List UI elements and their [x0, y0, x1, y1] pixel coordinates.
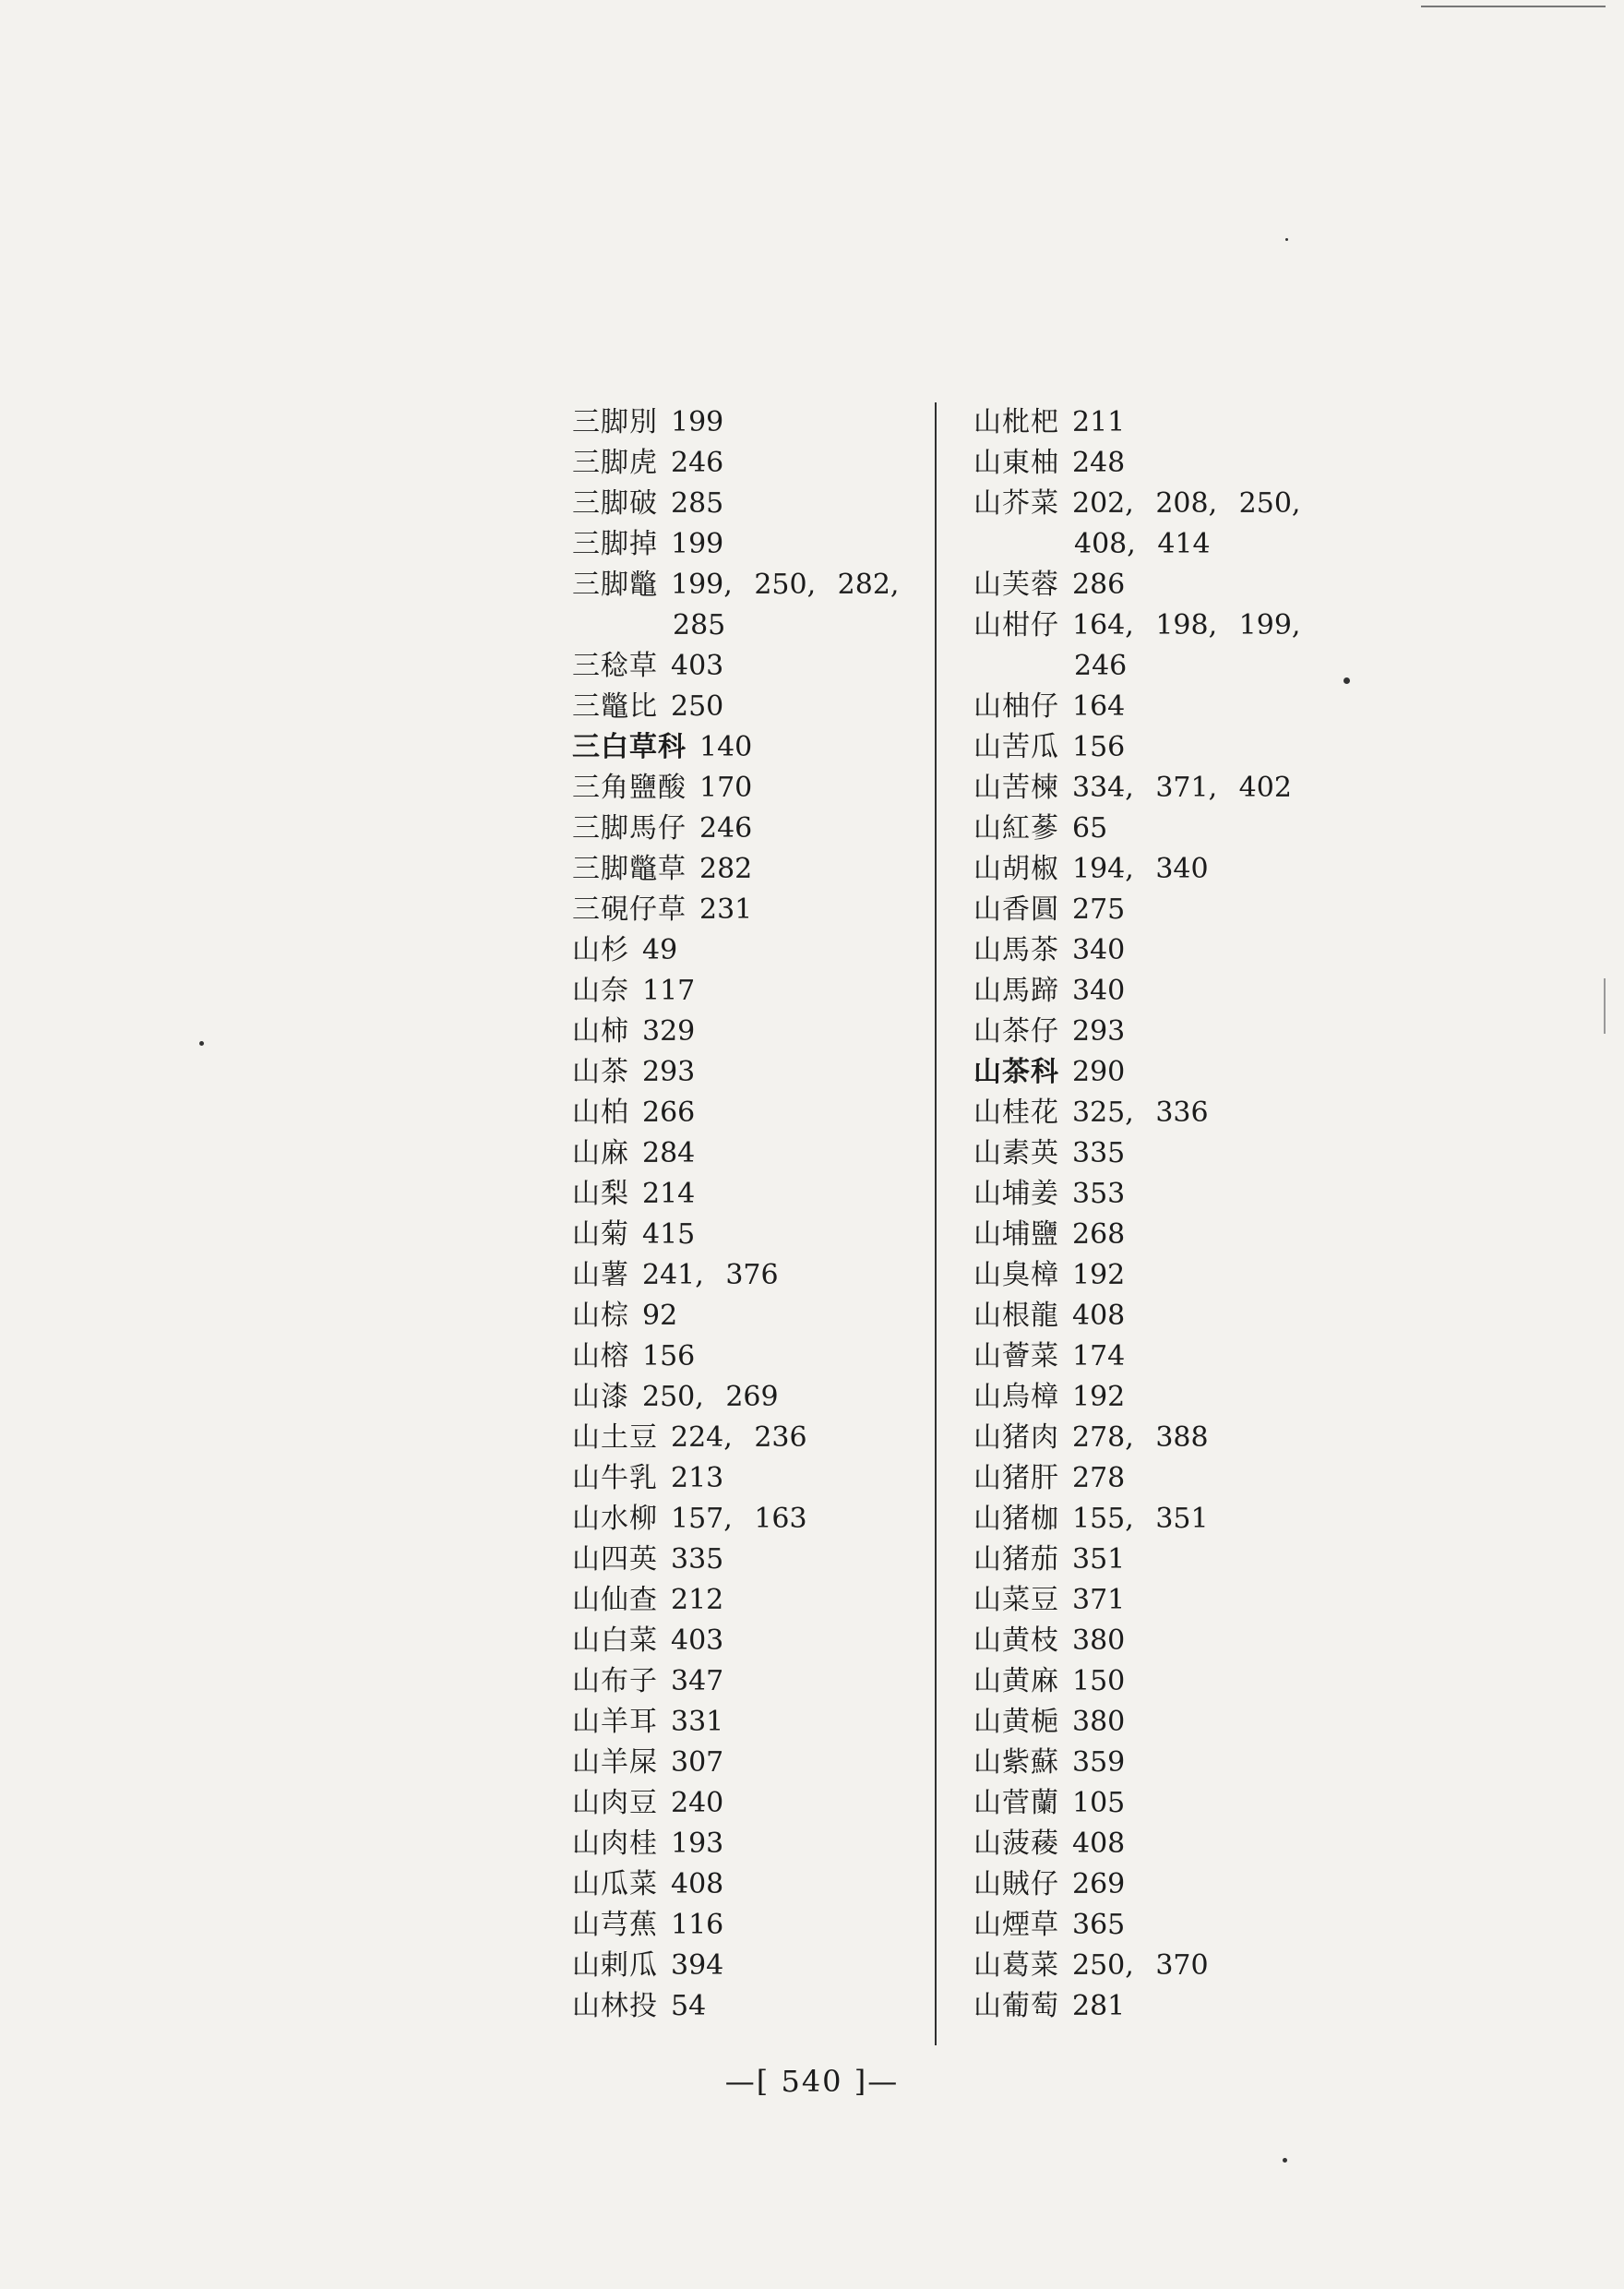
- index-entry: [973, 1174, 1324, 1215]
- index-term: 三脚別: [572, 406, 658, 438]
- index-entry: [572, 890, 904, 930]
- scan-edge-line-top-right: [1421, 6, 1606, 7]
- index-page-refs: 248: [1072, 447, 1126, 479]
- index-entry: [572, 1946, 904, 1986]
- index-page-refs: 49: [642, 934, 678, 966]
- index-term: 山棕: [572, 1300, 629, 1332]
- index-page-refs: 250, 269: [642, 1381, 779, 1413]
- index-term: 山柿: [572, 1015, 629, 1048]
- index-term: 山奈: [572, 975, 629, 1007]
- index-entry: [973, 1986, 1324, 2027]
- index-entry: [973, 1580, 1324, 1621]
- index-page-refs: 250, 370: [1072, 1949, 1209, 1982]
- index-term: 山杉: [572, 934, 629, 966]
- index-term: 山菜豆: [973, 1584, 1059, 1616]
- index-page-refs: 164: [1072, 690, 1126, 723]
- index-page-refs: 278, 388: [1072, 1421, 1209, 1454]
- index-term: 三脚馬仔: [572, 812, 687, 845]
- index-page-refs: 335: [1072, 1137, 1126, 1169]
- index-entry: [973, 1052, 1324, 1093]
- index-term: 山苦楝: [973, 772, 1059, 804]
- index-term: 山芙蓉: [973, 569, 1059, 601]
- index-page-refs: 380: [1072, 1624, 1126, 1657]
- index-term: 山馬茶: [973, 934, 1059, 966]
- index-entry: [572, 1255, 904, 1296]
- index-term: 山水柳: [572, 1503, 658, 1535]
- index-term: 山黄枝: [973, 1624, 1059, 1657]
- index-page-refs: 157, 163: [671, 1503, 807, 1535]
- index-term: 山素英: [973, 1137, 1059, 1169]
- index-term: 山芎蕉: [572, 1909, 658, 1941]
- index-term: 山胡椒: [973, 853, 1059, 885]
- index-entry: [973, 402, 1324, 443]
- index-entry: [572, 565, 904, 605]
- index-entry: [572, 1621, 904, 1661]
- index-page-refs: 278: [1072, 1462, 1126, 1494]
- scan-speck: [1285, 238, 1288, 241]
- index-page-refs: 156: [1072, 731, 1126, 763]
- index-page-refs: 351: [1072, 1543, 1126, 1576]
- index-page-refs: 284: [642, 1137, 696, 1169]
- index-term: 山菅蘭: [973, 1787, 1059, 1819]
- index-term: 三脚虎: [572, 447, 658, 479]
- index-column-left: [572, 402, 904, 2027]
- index-term: 山烏樟: [973, 1381, 1059, 1413]
- index-page-refs: 394: [671, 1949, 724, 1982]
- index-page-refs: 194, 340: [1072, 853, 1209, 885]
- index-page-refs: 199: [671, 406, 724, 438]
- index-entry: [572, 524, 904, 565]
- index-term: 山白菜: [572, 1624, 658, 1657]
- index-page-refs: 231: [699, 893, 753, 926]
- index-term: 山麻: [572, 1137, 629, 1169]
- index-page-refs: 325, 336: [1072, 1097, 1209, 1129]
- index-entry: [973, 1864, 1324, 1905]
- index-page-refs: 214: [642, 1178, 696, 1210]
- index-term: 山埔鹽: [973, 1218, 1059, 1251]
- index-entry: [973, 1540, 1324, 1580]
- index-entry: [973, 1783, 1324, 1824]
- index-page-refs: 403: [671, 1624, 724, 1657]
- index-term: 山林投: [572, 1990, 658, 2022]
- index-entry: [973, 443, 1324, 484]
- index-term: 三白草科: [572, 731, 687, 763]
- index-entry: [572, 646, 904, 687]
- index-term: 山葡萄: [973, 1990, 1059, 2022]
- index-term: 三脚破: [572, 487, 658, 520]
- index-entry: [973, 484, 1324, 524]
- index-term: 山埔姜: [973, 1178, 1059, 1210]
- index-entry: [973, 1215, 1324, 1255]
- index-page-refs: 365: [1072, 1909, 1126, 1941]
- index-term: 三角鹽酸: [572, 772, 687, 804]
- index-entry: [572, 971, 904, 1012]
- index-entry: [572, 930, 904, 971]
- index-term: 山布子: [572, 1665, 658, 1697]
- page-number: —[ 540 ]—: [724, 2064, 900, 2099]
- index-entry: [572, 1174, 904, 1215]
- index-entry: [572, 1743, 904, 1783]
- index-term: 山猪肉: [973, 1421, 1059, 1454]
- index-entry-continuation: [572, 605, 904, 646]
- index-term: 山葛菜: [973, 1949, 1059, 1982]
- index-entry: [572, 1986, 904, 2027]
- index-page-refs: 269: [1072, 1868, 1126, 1900]
- index-term: 三脚掉: [572, 528, 658, 560]
- index-entry: [572, 1458, 904, 1499]
- scan-speck: [199, 1041, 204, 1046]
- index-page-refs: 415: [642, 1218, 696, 1251]
- index-entry: [973, 1093, 1324, 1133]
- index-entry: [572, 1336, 904, 1377]
- index-entry: [973, 1824, 1324, 1864]
- index-entry: [973, 1255, 1324, 1296]
- index-term: 山茶仔: [973, 1015, 1059, 1048]
- index-page-refs: 266: [642, 1097, 696, 1129]
- index-term: 山芥菜: [973, 487, 1059, 520]
- index-page-refs: 250: [671, 690, 724, 723]
- index-entry: [572, 1296, 904, 1336]
- index-entry: [973, 1418, 1324, 1458]
- index-entry: [572, 809, 904, 849]
- index-entry-continuation: [973, 646, 1324, 687]
- index-entry: [973, 565, 1324, 605]
- index-entry: [572, 1661, 904, 1702]
- column-divider: [935, 402, 937, 2045]
- index-page-refs: 65: [1072, 812, 1108, 845]
- index-page-refs: 380: [1072, 1706, 1126, 1738]
- index-term: 山土豆: [572, 1421, 658, 1454]
- index-entry: [973, 1133, 1324, 1174]
- index-entry: [973, 971, 1324, 1012]
- index-entry: [973, 1377, 1324, 1418]
- index-page-refs: 246: [699, 812, 753, 845]
- index-term: 山四英: [572, 1543, 658, 1576]
- index-term: 山東柚: [973, 447, 1059, 479]
- index-term: 山臭樟: [973, 1259, 1059, 1291]
- index-page-refs: 285: [673, 609, 726, 641]
- index-term: 山猪枷: [973, 1503, 1059, 1535]
- index-entry: [973, 605, 1324, 646]
- index-term: 山瓜菜: [572, 1868, 658, 1900]
- index-term: 山羊屎: [572, 1746, 658, 1779]
- index-term: 山梨: [572, 1178, 629, 1210]
- index-page-refs: 211: [1072, 406, 1126, 438]
- index-term: 三硯仔草: [572, 893, 687, 926]
- index-term: 山菠薐: [973, 1828, 1059, 1860]
- index-entry-continuation: [973, 524, 1324, 565]
- scan-speck: [1343, 677, 1350, 684]
- index-term: 山茶: [572, 1056, 629, 1088]
- index-page-refs: 340: [1072, 975, 1126, 1007]
- index-term: 山煙草: [973, 1909, 1059, 1941]
- index-page-refs: 170: [699, 772, 753, 804]
- index-term: 三脚鼈草: [572, 853, 687, 885]
- index-page-refs: 156: [642, 1340, 696, 1372]
- index-entry: [973, 1336, 1324, 1377]
- index-page-refs: 335: [671, 1543, 724, 1576]
- index-entry: [572, 1215, 904, 1255]
- index-page-refs: 174: [1072, 1340, 1126, 1372]
- index-entry: [973, 1499, 1324, 1540]
- index-entry: [973, 1621, 1324, 1661]
- index-term: 山紫蘇: [973, 1746, 1059, 1779]
- index-term: 山薈菜: [973, 1340, 1059, 1372]
- index-term: 山仙查: [572, 1584, 658, 1616]
- index-page-refs: 408: [1072, 1300, 1126, 1332]
- index-page-refs: 347: [671, 1665, 724, 1697]
- index-term: 山黄梔: [973, 1706, 1059, 1738]
- index-term: 山柏: [572, 1097, 629, 1129]
- index-entry: [572, 443, 904, 484]
- index-page-refs: 92: [642, 1300, 678, 1332]
- index-entry: [572, 1864, 904, 1905]
- index-page-refs: 281: [1072, 1990, 1126, 2022]
- index-term: 山茶科: [973, 1056, 1059, 1088]
- index-entry: [572, 768, 904, 809]
- index-term: 山賊仔: [973, 1868, 1059, 1900]
- index-page-refs: 240: [671, 1787, 724, 1819]
- index-term: 三稔草: [572, 650, 658, 682]
- index-term: 三脚鼈: [572, 569, 658, 601]
- index-page-refs: 212: [671, 1584, 724, 1616]
- index-term: 山羊耳: [572, 1706, 658, 1738]
- index-term: 山漆: [572, 1381, 629, 1413]
- scan-speck: [1283, 2158, 1287, 2163]
- index-term: 山菊: [572, 1218, 629, 1251]
- index-entry: [572, 1580, 904, 1621]
- index-entry: [973, 1012, 1324, 1052]
- index-entry: [572, 849, 904, 890]
- index-page-refs: 213: [671, 1462, 724, 1494]
- index-page-refs: 192: [1072, 1259, 1126, 1291]
- index-entry: [973, 727, 1324, 768]
- index-page-refs: 155, 351: [1072, 1503, 1209, 1535]
- index-term: 山根龍: [973, 1300, 1059, 1332]
- index-entry: [572, 1783, 904, 1824]
- index-term: 山猪茄: [973, 1543, 1059, 1576]
- index-term: 山肉桂: [572, 1828, 658, 1860]
- index-page-refs: 199: [671, 528, 724, 560]
- index-page-refs: 268: [1072, 1218, 1126, 1251]
- index-page-refs: 193: [671, 1828, 724, 1860]
- index-page-refs: 275: [1072, 893, 1126, 926]
- index-entry: [973, 1296, 1324, 1336]
- index-entry: [973, 809, 1324, 849]
- index-entry: [973, 1702, 1324, 1743]
- index-entry: [572, 1540, 904, 1580]
- index-page-refs: 408, 414: [1074, 528, 1211, 560]
- index-entry: [973, 1905, 1324, 1946]
- index-entry: [572, 1093, 904, 1133]
- index-term: 山馬蹄: [973, 975, 1059, 1007]
- index-page-refs: 117: [642, 975, 696, 1007]
- index-term: 山枇杷: [973, 406, 1059, 438]
- index-page-refs: 340: [1072, 934, 1126, 966]
- index-entry: [572, 1702, 904, 1743]
- index-page-refs: 307: [671, 1746, 724, 1779]
- index-entry: [572, 1824, 904, 1864]
- index-term: 山苦瓜: [973, 731, 1059, 763]
- index-entry: [973, 930, 1324, 971]
- index-page-refs: 329: [642, 1015, 696, 1048]
- index-entry: [572, 484, 904, 524]
- index-term: 山剌瓜: [572, 1949, 658, 1982]
- index-entry: [973, 1661, 1324, 1702]
- index-entry: [572, 1418, 904, 1458]
- index-page-refs: 116: [671, 1909, 724, 1941]
- index-term: 山香圓: [973, 893, 1059, 926]
- index-entry: [572, 1052, 904, 1093]
- index-page-refs: 282: [699, 853, 753, 885]
- index-term: 山柑仔: [973, 609, 1059, 641]
- index-page-refs: 202, 208, 250,: [1072, 487, 1301, 520]
- index-term: 山猪肝: [973, 1462, 1059, 1494]
- index-term: 山紅蔘: [973, 812, 1059, 845]
- index-entry: [973, 768, 1324, 809]
- index-page-refs: 192: [1072, 1381, 1126, 1413]
- index-page-refs: 105: [1072, 1787, 1126, 1819]
- index-page-refs: 371: [1072, 1584, 1126, 1616]
- index-term: 山榕: [572, 1340, 629, 1372]
- index-entry: [973, 1743, 1324, 1783]
- index-term: 山薯: [572, 1259, 629, 1291]
- index-term: 山柚仔: [973, 690, 1059, 723]
- index-page-refs: 246: [1074, 650, 1128, 682]
- index-entry: [572, 1133, 904, 1174]
- index-entry: [973, 1946, 1324, 1986]
- index-entry: [572, 687, 904, 727]
- index-page-refs: 199, 250, 282,: [671, 569, 900, 601]
- index-entry: [572, 1905, 904, 1946]
- index-page-refs: 353: [1072, 1178, 1126, 1210]
- index-entry: [973, 687, 1324, 727]
- index-page-refs: 334, 371, 402: [1072, 772, 1292, 804]
- index-page-refs: 408: [671, 1868, 724, 1900]
- index-page-refs: 285: [671, 487, 724, 520]
- index-page-refs: 293: [1072, 1015, 1126, 1048]
- index-entry: [572, 1012, 904, 1052]
- index-term: 山黄麻: [973, 1665, 1059, 1697]
- index-page-refs: 408: [1072, 1828, 1126, 1860]
- index-page-refs: 286: [1072, 569, 1126, 601]
- index-entry: [572, 1499, 904, 1540]
- index-page-refs: 246: [671, 447, 724, 479]
- index-column-right: [973, 402, 1324, 2027]
- index-page-refs: 403: [671, 650, 724, 682]
- index-entry: [572, 1377, 904, 1418]
- index-term: 三鼈比: [572, 690, 658, 723]
- index-page-refs: 290: [1072, 1056, 1126, 1088]
- index-page-refs: 331: [671, 1706, 724, 1738]
- index-entry: [973, 890, 1324, 930]
- index-term: 山牛乳: [572, 1462, 658, 1494]
- scan-edge-line-right: [1604, 978, 1606, 1034]
- index-term: 山桂花: [973, 1097, 1059, 1129]
- index-page-refs: 54: [671, 1990, 707, 2022]
- index-page-refs: 241, 376: [642, 1259, 779, 1291]
- index-page-refs: 359: [1072, 1746, 1126, 1779]
- index-page-refs: 293: [642, 1056, 696, 1088]
- index-term: 山肉豆: [572, 1787, 658, 1819]
- index-entry: [973, 849, 1324, 890]
- index-page-refs: 164, 198, 199,: [1072, 609, 1301, 641]
- index-entry: [973, 1458, 1324, 1499]
- index-entry: [572, 402, 904, 443]
- index-page-refs: 224, 236: [671, 1421, 807, 1454]
- index-page-refs: 140: [699, 731, 753, 763]
- index-entry: [572, 727, 904, 768]
- index-page-refs: 150: [1072, 1665, 1126, 1697]
